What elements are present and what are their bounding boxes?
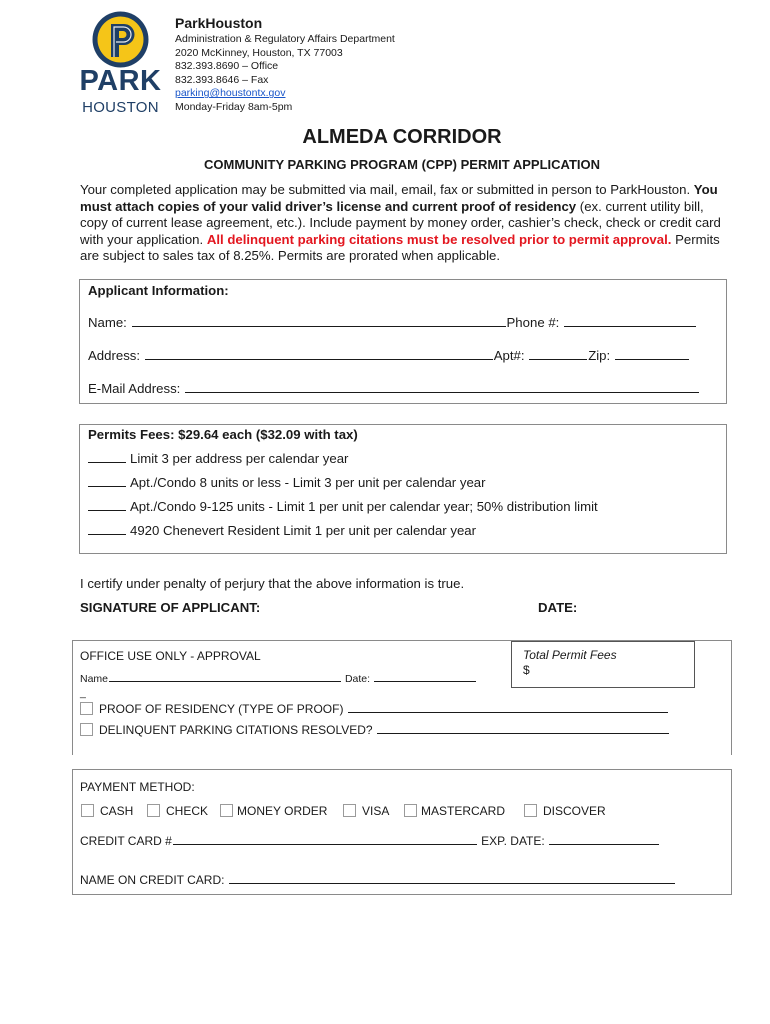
mastercard-checkbox[interactable] (404, 804, 417, 817)
zip-field[interactable] (615, 349, 689, 360)
total-permit-fees-box[interactable] (511, 641, 695, 688)
fee-quantity-field[interactable] (88, 452, 126, 463)
intro-attach-requirement: You must attach copies of your valid driver’s license and current proof of residency (80, 182, 718, 214)
intro-text-2: (ex. current utility bill, copy of current lease agreement, etc.). Include payment by money order, cashier’s check, check or credit card with your application. (80, 198, 721, 247)
fee-option (88, 523, 476, 538)
intro-text-1: Your completed application may be submitted via mail, email, fax or submitted in person to ParkHouston. (80, 182, 691, 197)
fee-option-label: Apt./Condo 8 units or less - Limit 3 per unit per calendar year (130, 475, 486, 490)
logo-houston-text: HOUSTON (82, 99, 159, 116)
org-email-link[interactable]: parking@houstontx.gov (175, 87, 286, 100)
payment-section (72, 769, 732, 895)
apt-label: Apt#: (493, 348, 525, 363)
intro-text-3: Permits are subject to sales tax of 8.25%. Permits are prorated when applicable. (80, 231, 720, 264)
permit-fees-section (79, 424, 727, 554)
fee-option-label: Apt./Condo 9-125 units - Limit 1 per unit per calendar year; 50% distribution limit (130, 499, 598, 514)
logo-park-text: PARK (79, 65, 162, 97)
cash-checkbox[interactable] (81, 804, 94, 817)
fee-option-label: Limit 3 per address per calendar year (130, 451, 349, 466)
money-order-checkbox[interactable] (220, 804, 233, 817)
org-name: ParkHouston (175, 15, 263, 31)
visa-label: VISA (362, 804, 390, 818)
org-office-phone: 832.393.8690 – Office (175, 60, 279, 73)
money-order-label: MONEY ORDER (237, 804, 328, 818)
office-heading: OFFICE USE ONLY - APPROVAL (80, 649, 261, 663)
fee-option-label: 4920 Chenevert Resident Limit 1 per unit per calendar year (130, 523, 477, 538)
name-on-card-label: NAME ON CREDIT CARD: (80, 873, 225, 887)
fee-option (88, 451, 348, 466)
credit-card-label: CREDIT CARD # (80, 834, 172, 848)
email-label: E-Mail Address: (88, 381, 181, 396)
org-fax: 832.393.8646 – Fax (175, 73, 269, 86)
fee-quantity-field[interactable] (88, 476, 126, 487)
mastercard-label: MASTERCARD (421, 804, 506, 818)
discover-checkbox[interactable] (524, 804, 537, 817)
phone-label: Phone #: (506, 315, 560, 330)
intro-citations-warning: All delinquent parking citations must be resolved prior to permit approval. (206, 231, 672, 247)
applicant-info-section (79, 279, 727, 404)
fee-option (88, 499, 598, 514)
office-name-field[interactable] (109, 673, 341, 682)
total-fees-label: Total Permit Fees (523, 648, 617, 662)
fee-quantity-field[interactable] (88, 524, 126, 535)
exp-date-field[interactable] (549, 836, 659, 845)
citations-resolved-checkbox[interactable] (80, 723, 93, 736)
payment-heading: PAYMENT METHOD: (80, 780, 195, 794)
apt-field[interactable] (529, 349, 587, 360)
proof-residency-label: PROOF OF RESIDENCY (TYPE OF PROOF) (99, 702, 344, 716)
date-label: DATE: (538, 600, 578, 615)
office-date-label: Date: (344, 673, 371, 685)
total-fees-value: $ (523, 663, 530, 677)
address-field[interactable] (145, 349, 493, 360)
name-on-card-field[interactable] (229, 875, 675, 884)
page-subtitle: COMMUNITY PARKING PROGRAM (CPP) PERMIT APPLICATION (203, 157, 601, 172)
name-line-overflow: _ (80, 687, 86, 699)
check-label: CHECK (166, 804, 209, 818)
applicant-heading: Applicant Information: (88, 283, 229, 298)
citations-resolved-field[interactable] (377, 725, 669, 734)
cash-label: CASH (100, 804, 134, 818)
certify-statement: I certify under penalty of perjury that the above information is true. (80, 576, 465, 591)
page-title: ALMEDA CORRIDOR (302, 126, 502, 148)
fees-heading: Permits Fees: $29.64 each ($32.09 with tax) (88, 427, 358, 442)
parkhouston-logo (78, 11, 163, 116)
discover-label: DISCOVER (543, 804, 606, 818)
intro-paragraph (80, 182, 730, 265)
org-contact-block (175, 14, 395, 115)
name-field[interactable] (132, 316, 506, 327)
office-name-label: Name (80, 673, 109, 685)
fee-quantity-field[interactable] (88, 500, 126, 511)
proof-residency-checkbox[interactable] (80, 702, 93, 715)
visa-checkbox[interactable] (343, 804, 356, 817)
phone-field[interactable] (564, 316, 696, 327)
office-date-field[interactable] (374, 673, 476, 682)
exp-date-label: EXP. DATE: (481, 834, 545, 848)
signature-label: SIGNATURE OF APPLICANT: (80, 600, 261, 615)
credit-card-field[interactable] (173, 836, 477, 845)
proof-residency-field[interactable] (348, 704, 668, 713)
parking-p-icon (92, 11, 149, 68)
address-label: Address: (88, 348, 141, 363)
name-label: Name: (88, 315, 127, 330)
email-field[interactable] (185, 382, 699, 393)
check-checkbox[interactable] (147, 804, 160, 817)
fee-option (88, 475, 486, 490)
org-department: Administration & Regulatory Affairs Department (175, 33, 395, 45)
org-address: 2020 McKinney, Houston, TX 77003 (175, 46, 343, 59)
org-hours: Monday-Friday 8am-5pm (175, 100, 293, 113)
zip-label: Zip: (588, 348, 611, 363)
citations-resolved-label: DELINQUENT PARKING CITATIONS RESOLVED? (99, 723, 373, 737)
